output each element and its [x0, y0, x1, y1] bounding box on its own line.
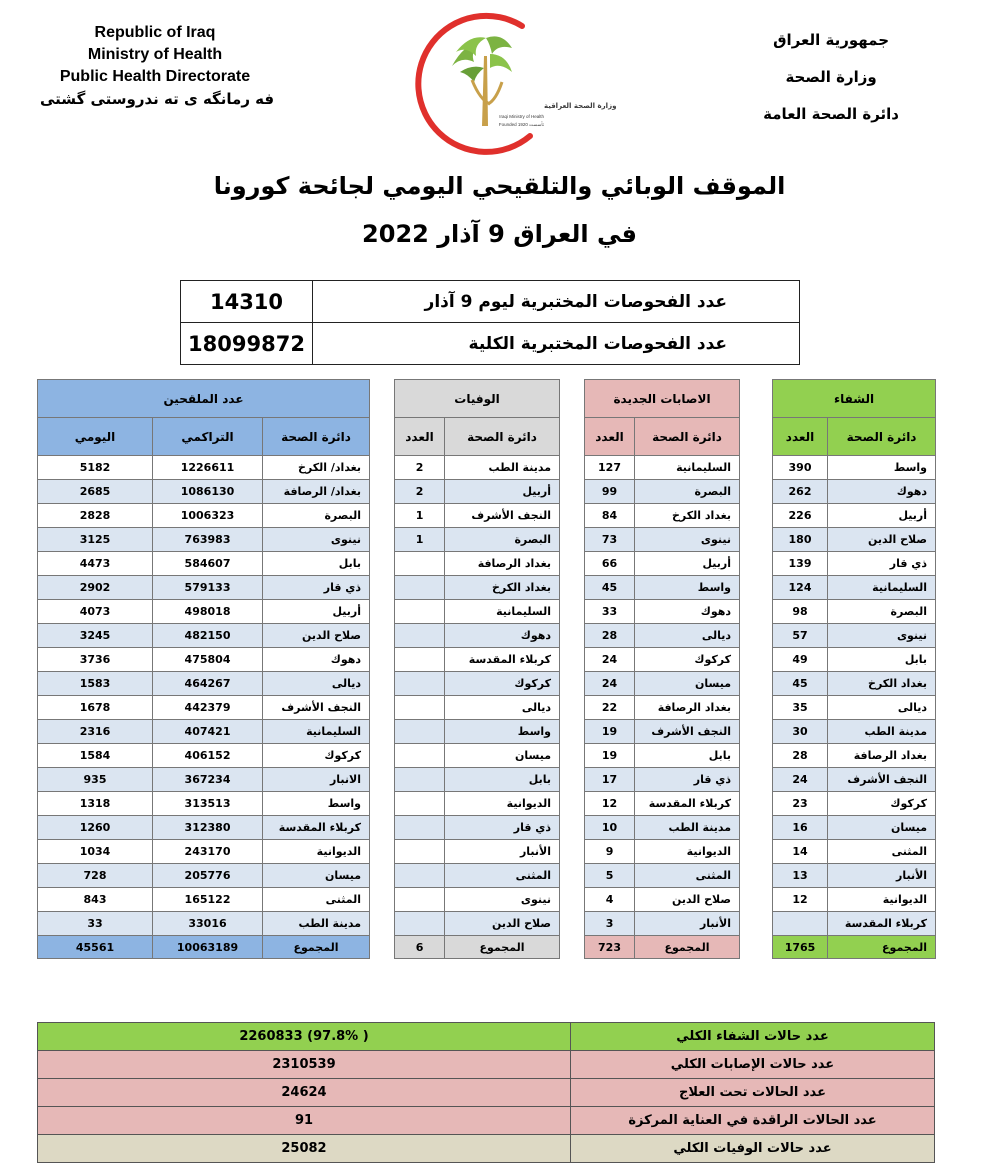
summary-label: عدد حالات الشفاء الكلي — [571, 1023, 935, 1051]
vaccinated-directorate-cell: بابل — [263, 552, 370, 576]
deaths-directorate-cell: المثنى — [445, 864, 560, 888]
deaths-count-cell — [395, 768, 445, 792]
recovered-directorate-cell: النجف الأشرف — [828, 768, 936, 792]
vaccinated-directorate-cell: كركوك — [263, 744, 370, 768]
summary-label: عدد الحالات الراقدة في العناية المركزة — [571, 1107, 935, 1135]
cases-directorate-cell: صلاح الدين — [635, 888, 740, 912]
recovered-directorate-cell: مدينة الطب — [828, 720, 936, 744]
vaccinated-cumulative-cell: 1086130 — [153, 480, 263, 504]
vaccinated-cumulative-cell: 367234 — [153, 768, 263, 792]
recovered-directorate-col: دائرة الصحة — [828, 418, 936, 456]
deaths-count-cell: 2 — [395, 456, 445, 480]
deaths-count-cell — [395, 888, 445, 912]
deaths-count-cell — [395, 672, 445, 696]
recovered-directorate-cell: بغداد الكرخ — [828, 672, 936, 696]
recovered-directorate-cell: بغداد الرصافة — [828, 744, 936, 768]
cases-directorate-cell: البصرة — [635, 480, 740, 504]
cases-count-cell: 5 — [585, 864, 635, 888]
deaths-directorate-cell: كركوك — [445, 672, 560, 696]
summary-value: 24624 — [38, 1079, 571, 1107]
cases-directorate-cell: ميسان — [635, 672, 740, 696]
vaccinated-directorate-cell: نينوى — [263, 528, 370, 552]
deaths-directorate-cell: دهوك — [445, 624, 560, 648]
deaths-count-cell — [395, 744, 445, 768]
vaccinated-daily-cell: 3125 — [38, 528, 153, 552]
recovered-count-cell: 23 — [773, 792, 828, 816]
deaths-directorate-cell: كربلاء المقدسة — [445, 648, 560, 672]
deaths-count-cell — [395, 648, 445, 672]
vaccinated-cumulative-cell: 1006323 — [153, 504, 263, 528]
cases-count-cell: 33 — [585, 600, 635, 624]
recovered-count-cell: 13 — [773, 864, 828, 888]
logo-english-text: Iraqi Ministry of Health — [499, 114, 544, 119]
vaccinated-daily-cell: 4473 — [38, 552, 153, 576]
header-arabic-ministry: وزارة الصحة — [785, 68, 877, 86]
header-english — [40, 22, 275, 110]
deaths-directorate-cell: واسط — [445, 720, 560, 744]
recovered-count-col: العدد — [773, 418, 828, 456]
logo-arabic-text: وزارة الصحة العراقية — [544, 102, 617, 110]
cases-count-cell: 24 — [585, 648, 635, 672]
recovered-total-label: المجموع — [828, 936, 936, 959]
cases-directorate-cell: النجف الأشرف — [635, 720, 740, 744]
cases-count-cell: 12 — [585, 792, 635, 816]
vaccinated-daily-cell: 728 — [38, 864, 153, 888]
summary-label: عدد الحالات تحت العلاج — [571, 1079, 935, 1107]
deaths-count-cell — [395, 600, 445, 624]
deaths-directorate-cell: النجف الأشرف — [445, 504, 560, 528]
table-row — [38, 696, 936, 720]
deaths-directorate-cell: مدينة الطب — [445, 456, 560, 480]
deaths-count-cell — [395, 912, 445, 936]
deaths-count-cell — [395, 624, 445, 648]
deaths-count-cell — [395, 576, 445, 600]
deaths-header: الوفيات — [395, 380, 560, 418]
cases-count-cell: 127 — [585, 456, 635, 480]
cases-directorate-cell: دهوك — [635, 600, 740, 624]
recovered-count-cell: 139 — [773, 552, 828, 576]
vaccinated-daily-cell: 1034 — [38, 840, 153, 864]
cases-count-cell: 99 — [585, 480, 635, 504]
header-arabic — [763, 30, 899, 141]
deaths-directorate-cell: ميسان — [445, 744, 560, 768]
deaths-count-cell — [395, 552, 445, 576]
recovered-directorate-cell: نينوى — [828, 624, 936, 648]
vaccinated-cumulative-cell: 482150 — [153, 624, 263, 648]
recovered-count-cell: 98 — [773, 600, 828, 624]
table-row — [38, 504, 936, 528]
summary-row-icu — [38, 1107, 935, 1135]
summary-label: عدد حالات الإصابات الكلي — [571, 1051, 935, 1079]
recovered-directorate-cell: كربلاء المقدسة — [828, 912, 936, 936]
deaths-directorate-cell: البصرة — [445, 528, 560, 552]
vaccinated-daily-cell: 1260 — [38, 816, 153, 840]
vaccinated-directorate-cell: صلاح الدين — [263, 624, 370, 648]
recovered-count-cell: 226 — [773, 504, 828, 528]
vaccinated-directorate-cell: ديالى — [263, 672, 370, 696]
daily-statistics-table — [37, 379, 936, 959]
table-row — [38, 576, 936, 600]
cases-count-cell: 28 — [585, 624, 635, 648]
recovered-count-cell: 180 — [773, 528, 828, 552]
header-arabic-country: جمهورية العراق — [773, 31, 890, 49]
header-country: Republic of Iraq — [94, 24, 216, 41]
vaccinated-daily-cell: 843 — [38, 888, 153, 912]
cases-count-cell: 17 — [585, 768, 635, 792]
table-row — [38, 456, 936, 480]
vaccinated-daily-cell: 2828 — [38, 504, 153, 528]
vaccinated-cumulative-cell: 442379 — [153, 696, 263, 720]
summary-row-total-cases — [38, 1051, 935, 1079]
cases-count-col: العدد — [585, 418, 635, 456]
table-row — [38, 744, 936, 768]
cases-directorate-cell: المثنى — [635, 864, 740, 888]
vaccinated-directorate-cell: أربيل — [263, 600, 370, 624]
vaccinated-daily-cell: 4073 — [38, 600, 153, 624]
cases-directorate-cell: الديوانية — [635, 840, 740, 864]
vaccinated-daily-cell: 1584 — [38, 744, 153, 768]
recovered-directorate-cell: ذي قار — [828, 552, 936, 576]
vaccinated-cumulative-cell: 763983 — [153, 528, 263, 552]
vaccinated-daily-cell: 3736 — [38, 648, 153, 672]
recovered-directorate-cell: ديالى — [828, 696, 936, 720]
vaccinated-daily-cell: 33 — [38, 912, 153, 936]
cases-directorate-cell: نينوى — [635, 528, 740, 552]
deaths-count-cell — [395, 840, 445, 864]
vaccinated-cumulative-cell: 498018 — [153, 600, 263, 624]
recovered-count-cell — [773, 912, 828, 936]
vaccinated-cumulative-cell: 243170 — [153, 840, 263, 864]
vaccinated-directorate-cell: ذي قار — [263, 576, 370, 600]
cases-directorate-cell: ديالى — [635, 624, 740, 648]
vaccinated-header: عدد الملقحين — [38, 380, 370, 418]
header-arabic-directorate: دائرة الصحة العامة — [763, 105, 899, 123]
vaccinated-daily-cell: 2902 — [38, 576, 153, 600]
cases-total: 723 — [585, 936, 635, 959]
vaccinated-cumulative-cell: 406152 — [153, 744, 263, 768]
recovered-directorate-cell: واسط — [828, 456, 936, 480]
deaths-directorate-cell: بغداد الرصافة — [445, 552, 560, 576]
deaths-count-cell: 1 — [395, 504, 445, 528]
table-row — [38, 528, 936, 552]
cases-directorate-cell: واسط — [635, 576, 740, 600]
totals-row — [38, 936, 936, 959]
header-kurdish: فه رمانگه ى ته ندروستى گشتى — [40, 90, 275, 108]
deaths-count-cell — [395, 696, 445, 720]
cases-directorate-cell: بغداد الكرخ — [635, 504, 740, 528]
table-row — [38, 768, 936, 792]
cases-directorate-cell: مدينة الطب — [635, 816, 740, 840]
cases-count-cell: 73 — [585, 528, 635, 552]
table-body — [38, 456, 936, 936]
recovered-directorate-cell: الأنبار — [828, 864, 936, 888]
vaccinated-cumulative-cell: 579133 — [153, 576, 263, 600]
vaccinated-daily-cell: 1678 — [38, 696, 153, 720]
vaccinated-directorate-cell: واسط — [263, 792, 370, 816]
deaths-directorate-cell: ذي قار — [445, 816, 560, 840]
summary-value: ( 97.8%) 2260833 — [38, 1023, 571, 1051]
recovered-directorate-cell: أربيل — [828, 504, 936, 528]
vaccinated-directorate-cell: السليمانية — [263, 720, 370, 744]
deaths-count-col: العدد — [395, 418, 445, 456]
cases-directorate-cell: السليمانية — [635, 456, 740, 480]
summary-label: عدد حالات الوفيات الكلي — [571, 1135, 935, 1163]
recovered-count-cell: 124 — [773, 576, 828, 600]
vaccinated-total-label: المجموع — [263, 936, 370, 959]
summary-table — [37, 1022, 935, 1163]
cases-count-cell: 3 — [585, 912, 635, 936]
table-row — [38, 816, 936, 840]
deaths-directorate-cell: أربيل — [445, 480, 560, 504]
cases-directorate-col: دائرة الصحة — [635, 418, 740, 456]
vaccinated-cumulative-cell: 312380 — [153, 816, 263, 840]
recovered-count-cell: 14 — [773, 840, 828, 864]
vaccinated-cumulative-cell: 475804 — [153, 648, 263, 672]
summary-value: 25082 — [38, 1135, 571, 1163]
deaths-directorate-cell: ديالى — [445, 696, 560, 720]
cases-total-label: المجموع — [635, 936, 740, 959]
table-row — [38, 888, 936, 912]
recovered-count-cell: 30 — [773, 720, 828, 744]
vaccinated-daily-cell: 2685 — [38, 480, 153, 504]
recovered-directorate-cell: المثنى — [828, 840, 936, 864]
vaccinated-directorate-cell: الانبار — [263, 768, 370, 792]
recovered-directorate-cell: السليمانية — [828, 576, 936, 600]
deaths-count-cell — [395, 720, 445, 744]
vaccinated-directorate-cell: دهوك — [263, 648, 370, 672]
recovered-total: 1765 — [773, 936, 828, 959]
table-row — [38, 600, 936, 624]
deaths-directorate-cell: صلاح الدين — [445, 912, 560, 936]
vaccinated-daily-total: 45561 — [38, 936, 153, 959]
table-row — [38, 624, 936, 648]
cases-directorate-cell: أربيل — [635, 552, 740, 576]
cases-directorate-cell: كربلاء المقدسة — [635, 792, 740, 816]
recovered-directorate-cell: بابل — [828, 648, 936, 672]
table-row — [38, 792, 936, 816]
deaths-directorate-cell: بابل — [445, 768, 560, 792]
recovered-directorate-cell: الديوانية — [828, 888, 936, 912]
vaccinated-daily-cell: 1318 — [38, 792, 153, 816]
table-row — [38, 720, 936, 744]
deaths-directorate-cell: بغداد الكرخ — [445, 576, 560, 600]
vaccinated-cumulative-cell: 407421 — [153, 720, 263, 744]
cases-directorate-cell: ذي قار — [635, 768, 740, 792]
table-row — [38, 480, 936, 504]
deaths-directorate-col: دائرة الصحة — [445, 418, 560, 456]
report-title: الموقف الوبائي والتلقيحي اليومي لجائحة كورونا — [213, 172, 786, 200]
vaccinated-directorate-cell: النجف الأشرف — [263, 696, 370, 720]
vaccinated-directorate-cell: بغداد/ الكرخ — [263, 456, 370, 480]
recovered-directorate-cell: ميسان — [828, 816, 936, 840]
summary-row-recovered — [38, 1023, 935, 1051]
total-tests-label: عدد الفحوصات المختبرية الكلية — [313, 323, 800, 365]
recovered-count-cell: 16 — [773, 816, 828, 840]
cases-count-cell: 45 — [585, 576, 635, 600]
cases-count-cell: 84 — [585, 504, 635, 528]
vaccinated-daily-col: اليومي — [38, 418, 153, 456]
recovered-count-cell: 12 — [773, 888, 828, 912]
table-row — [38, 864, 936, 888]
recovered-count-cell: 45 — [773, 672, 828, 696]
report-date: في العراق 9 آذار 2022 — [362, 220, 637, 248]
vaccinated-daily-cell: 5182 — [38, 456, 153, 480]
header-ministry: Ministry of Health — [87, 46, 223, 63]
table-row — [38, 552, 936, 576]
vaccinated-directorate-cell: الديوانية — [263, 840, 370, 864]
deaths-directorate-cell: السليمانية — [445, 600, 560, 624]
cases-directorate-cell: الأنبار — [635, 912, 740, 936]
vaccinated-cumulative-cell: 1226611 — [153, 456, 263, 480]
logo-founded-text: Founded 1920 تأسست — [498, 122, 544, 127]
cases-count-cell: 66 — [585, 552, 635, 576]
summary-row-under-treatment — [38, 1079, 935, 1107]
recovered-count-cell: 49 — [773, 648, 828, 672]
cases-count-cell: 9 — [585, 840, 635, 864]
summary-row-deaths — [38, 1135, 935, 1163]
vaccinated-directorate-cell: ميسان — [263, 864, 370, 888]
ministry-logo — [412, 8, 617, 158]
cases-count-cell: 22 — [585, 696, 635, 720]
section-header-row — [38, 380, 936, 418]
vaccinated-directorate-cell: المثنى — [263, 888, 370, 912]
vaccinated-cumulative-cell: 584607 — [153, 552, 263, 576]
table-row — [38, 912, 936, 936]
summary-value: 2310539 — [38, 1051, 571, 1079]
vaccinated-cumulative-cell: 205776 — [153, 864, 263, 888]
vaccinated-cumulative-cell: 165122 — [153, 888, 263, 912]
vaccinated-cumulative-col: التراكمي — [153, 418, 263, 456]
deaths-directorate-cell: الديوانية — [445, 792, 560, 816]
deaths-count-cell: 2 — [395, 480, 445, 504]
recovered-header: الشفاء — [773, 380, 936, 418]
deaths-count-cell: 1 — [395, 528, 445, 552]
deaths-total-label: المجموع — [445, 936, 560, 959]
cases-count-cell: 4 — [585, 888, 635, 912]
recovered-directorate-cell: كركوك — [828, 792, 936, 816]
lab-tests-table — [180, 280, 800, 365]
total-tests-value: 18099872 — [181, 323, 313, 365]
vaccinated-daily-cell: 935 — [38, 768, 153, 792]
table-row — [38, 672, 936, 696]
vaccinated-daily-cell: 3245 — [38, 624, 153, 648]
recovered-directorate-cell: دهوك — [828, 480, 936, 504]
cases-directorate-cell: بغداد الرصافة — [635, 696, 740, 720]
daily-tests-label: عدد الفحوصات المختبرية ليوم 9 آذار — [313, 281, 800, 323]
cases-count-cell: 24 — [585, 672, 635, 696]
new-cases-header: الاصابات الجديدة — [585, 380, 740, 418]
recovered-count-cell: 28 — [773, 744, 828, 768]
vaccinated-cumulative-cell: 464267 — [153, 672, 263, 696]
recovered-count-cell: 57 — [773, 624, 828, 648]
vaccinated-directorate-col: دائرة الصحة — [263, 418, 370, 456]
deaths-directorate-cell: نينوى — [445, 888, 560, 912]
recovered-count-cell: 24 — [773, 768, 828, 792]
table-row — [38, 840, 936, 864]
daily-tests-value: 14310 — [181, 281, 313, 323]
vaccinated-directorate-cell: بغداد/ الرصافة — [263, 480, 370, 504]
cases-directorate-cell: بابل — [635, 744, 740, 768]
deaths-count-cell — [395, 816, 445, 840]
recovered-count-cell: 35 — [773, 696, 828, 720]
vaccinated-cumulative-cell: 33016 — [153, 912, 263, 936]
cases-count-cell: 19 — [585, 720, 635, 744]
cases-count-cell: 10 — [585, 816, 635, 840]
cases-directorate-cell: كركوك — [635, 648, 740, 672]
deaths-count-cell — [395, 864, 445, 888]
vaccinated-directorate-cell: كربلاء المقدسة — [263, 816, 370, 840]
recovered-count-cell: 390 — [773, 456, 828, 480]
summary-value: 91 — [38, 1107, 571, 1135]
total-tests-row — [181, 323, 800, 365]
vaccinated-cumulative-total: 10063189 — [153, 936, 263, 959]
recovered-directorate-cell: البصرة — [828, 600, 936, 624]
table-row — [38, 648, 936, 672]
vaccinated-cumulative-cell: 313513 — [153, 792, 263, 816]
vaccinated-daily-cell: 1583 — [38, 672, 153, 696]
deaths-directorate-cell: الأنبار — [445, 840, 560, 864]
column-header-row — [38, 418, 936, 456]
vaccinated-directorate-cell: مدينة الطب — [263, 912, 370, 936]
vaccinated-daily-cell: 2316 — [38, 720, 153, 744]
recovered-count-cell: 262 — [773, 480, 828, 504]
vaccinated-directorate-cell: البصرة — [263, 504, 370, 528]
cases-count-cell: 19 — [585, 744, 635, 768]
header-directorate: Public Health Directorate — [59, 68, 251, 85]
deaths-total: 6 — [395, 936, 445, 959]
recovered-directorate-cell: صلاح الدين — [828, 528, 936, 552]
daily-tests-row — [181, 281, 800, 323]
deaths-count-cell — [395, 792, 445, 816]
